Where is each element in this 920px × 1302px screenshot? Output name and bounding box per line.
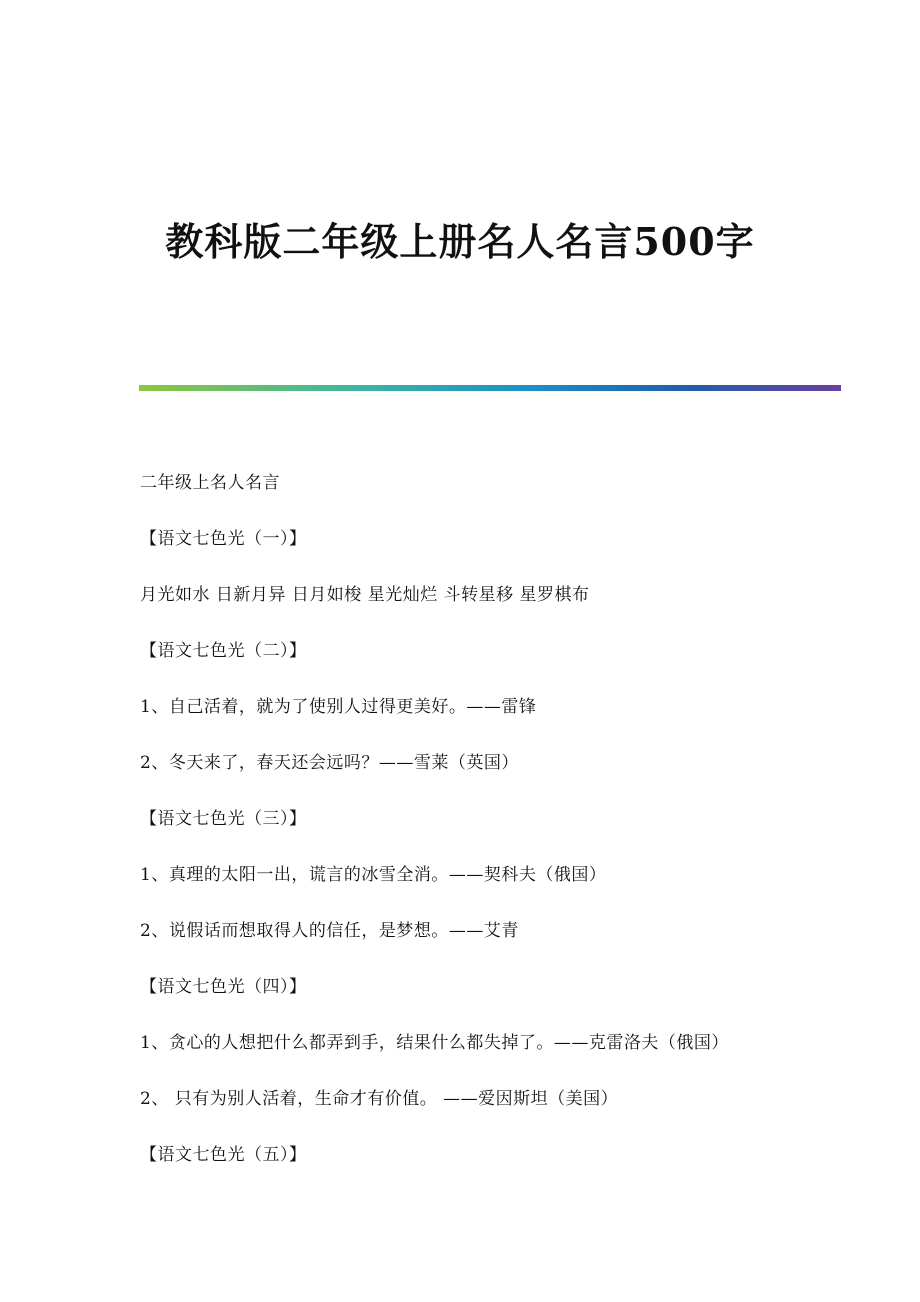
quote-line: 1、自己活着，就为了使别人过得更美好。——雷锋 [140, 697, 537, 717]
quote-line: 2、冬天来了，春天还会远吗？——雪莱（英国） [140, 753, 519, 773]
quote-line: 2、说假话而想取得人的信任，是梦想。——艾青 [140, 921, 519, 941]
subsection-heading: 【语文七色光（一）】 [140, 529, 307, 549]
subsection-heading: 【语文七色光（四）】 [140, 977, 307, 997]
subsection-heading: 【语文七色光（二）】 [140, 641, 307, 661]
quote-line: 2、 只有为别人活着，生命才有价值。 ——爱因斯坦（美国） [140, 1089, 619, 1109]
document-title: 教科版二年级上册名人名言500字 [165, 219, 755, 264]
idiom-list: 月光如水 日新月异 日月如梭 星光灿烂 斗转星移 星罗棋布 [140, 585, 590, 605]
section-heading: 二年级上名人名言 [140, 473, 280, 493]
quote-line: 1、贪心的人想把什么都弄到手，结果什么都失掉了。——克雷洛夫（俄国） [140, 1033, 729, 1053]
subsection-heading: 【语文七色光（三）】 [140, 809, 307, 829]
gradient-divider [139, 385, 841, 391]
subsection-heading: 【语文七色光（五）】 [140, 1145, 307, 1165]
quote-line: 1、真理的太阳一出，谎言的冰雪全消。——契科夫（俄国） [140, 865, 607, 885]
document-body [140, 467, 860, 1195]
